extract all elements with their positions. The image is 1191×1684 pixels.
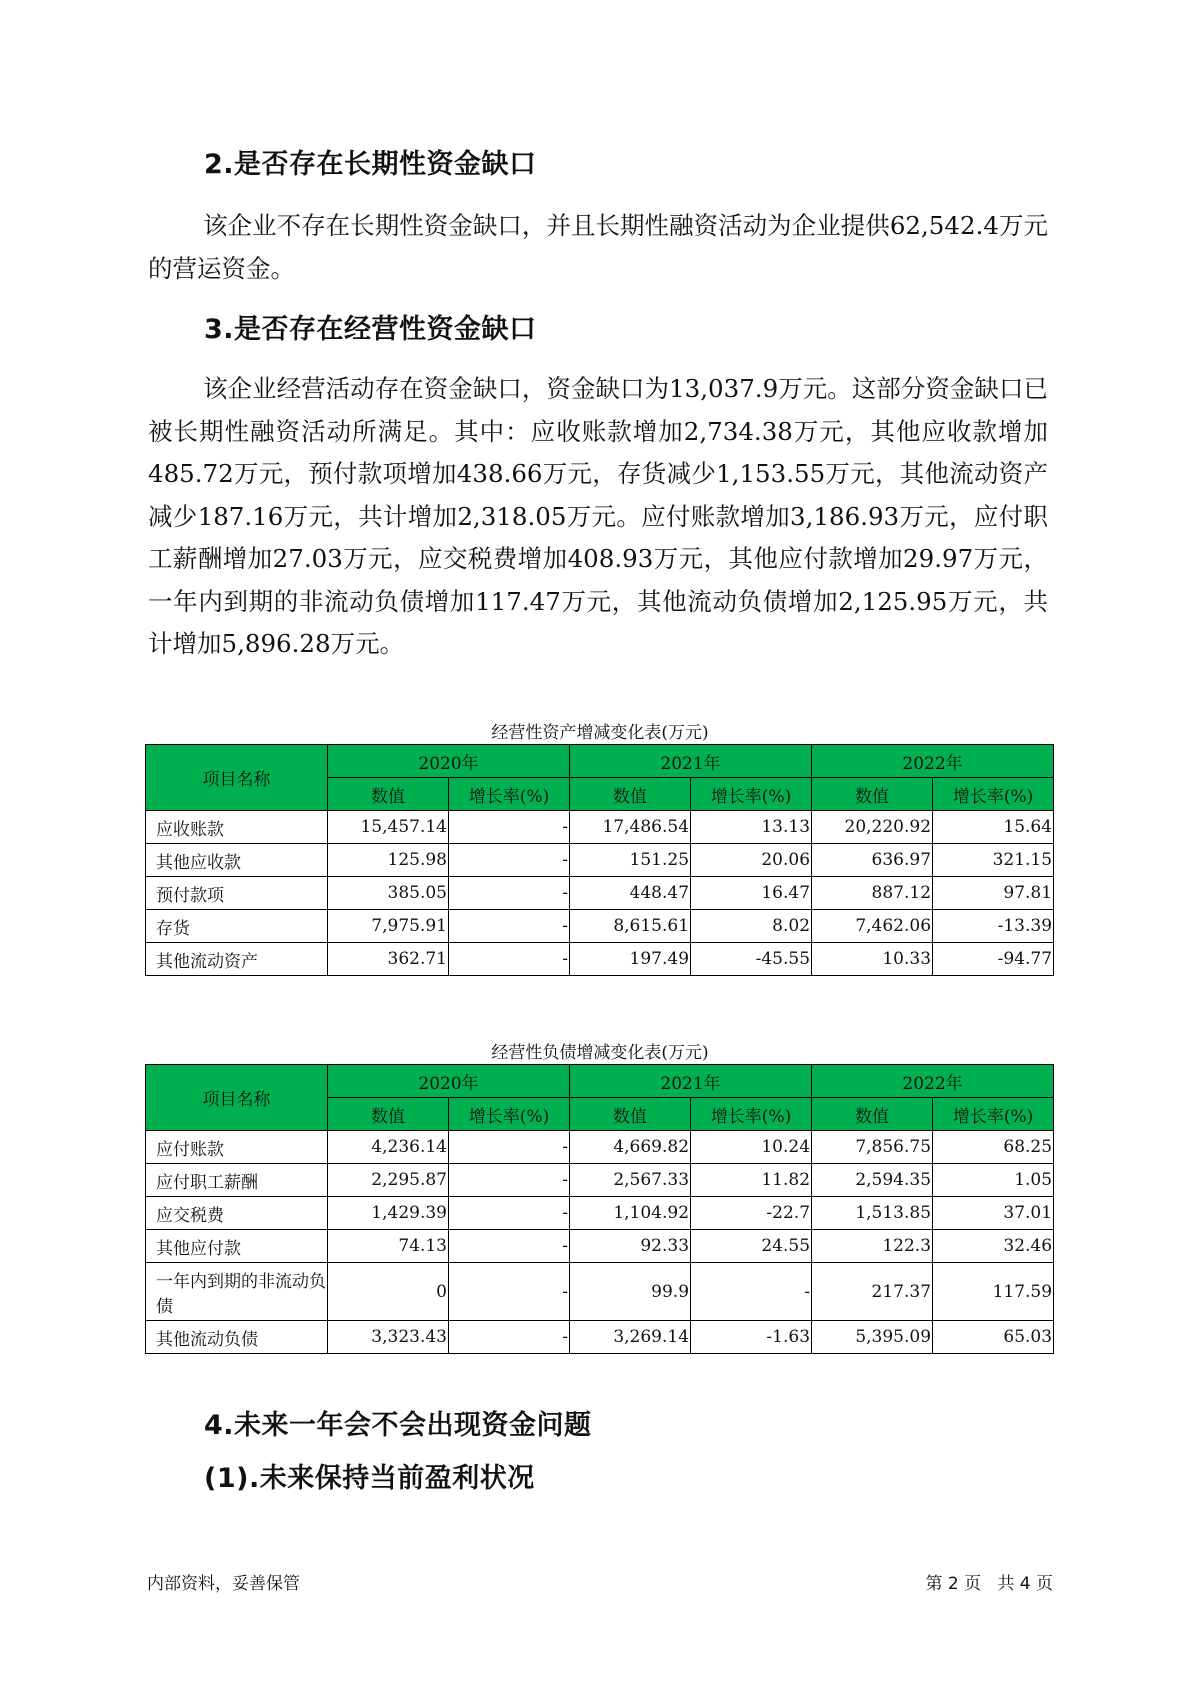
section-2-paragraph: 该企业不存在长期性资金缺口，并且长期性融资活动为企业提供62,542.4万元的营运资金。 <box>148 211 1048 283</box>
value-cell: 217.37 <box>812 1263 933 1321</box>
value-cell: 0 <box>328 1263 449 1321</box>
footer-confidential: 内部资料，妥善保管 <box>147 1574 300 1594</box>
header-value: 数值 <box>570 778 691 811</box>
growth-rate-cell: 15.64 <box>933 811 1054 844</box>
growth-rate-cell: 1.05 <box>933 1164 1054 1197</box>
row-item-name: 存货 <box>146 910 328 943</box>
table-row <box>146 1164 1054 1197</box>
section-4-subtitle: (1).未来保持当前盈利状况 <box>204 1463 535 1494</box>
section-3-paragraph: 该企业经营活动存在资金缺口，资金缺口为13,037.9万元。这部分资金缺口已被长期性融资活动所满足。其中：应收账款增加2,734.38万元，其他应收款增加485.72万元，预付款项增加438.66万元，存货减少1,153.55万元，其他流动资产减少187.16万元，共计增加2,318.05万元。应付账款增加3,186.93万元，应付职工薪酬增加27.03万元，应交税费增加408.93万元，其他应付款增加29.97万元，一年内到期的非流动负债增加117.47万元，其他流动负债增加2,125.95万元，共计增加5,896.28万元。 <box>148 374 1048 658</box>
value-cell: 99.9 <box>570 1263 691 1321</box>
header-growth: 增长率(%) <box>449 778 570 811</box>
value-cell: 125.98 <box>328 844 449 877</box>
value-cell: 7,462.06 <box>812 910 933 943</box>
liability-table-caption: 经营性负债增减变化表(万元) <box>491 1043 709 1063</box>
asset-table-caption: 经营性资产增减变化表(万元) <box>491 723 709 743</box>
growth-rate-cell: 68.25 <box>933 1131 1054 1164</box>
growth-rate-cell: 97.81 <box>933 877 1054 910</box>
value-cell: 2,295.87 <box>328 1164 449 1197</box>
value-cell: 5,395.09 <box>812 1321 933 1354</box>
value-cell: 7,975.91 <box>328 910 449 943</box>
value-cell: 2,567.33 <box>570 1164 691 1197</box>
value-cell: 92.33 <box>570 1230 691 1263</box>
section-4-title: 4.未来一年会不会出现资金问题 <box>204 1410 592 1441</box>
growth-rate-cell: - <box>449 844 570 877</box>
table-row <box>146 1263 1054 1321</box>
value-cell: 448.47 <box>570 877 691 910</box>
row-item-name: 其他应收款 <box>146 844 328 877</box>
header-growth: 增长率(%) <box>933 1098 1054 1131</box>
header-item-name: 项目名称 <box>146 1065 328 1131</box>
value-cell: 17,486.54 <box>570 811 691 844</box>
growth-rate-cell: - <box>449 1263 570 1321</box>
header-year: 2022年 <box>812 745 1054 778</box>
table-row <box>146 943 1054 976</box>
table-row <box>146 1197 1054 1230</box>
growth-rate-cell: - <box>449 811 570 844</box>
value-cell: 4,236.14 <box>328 1131 449 1164</box>
value-cell: 3,323.43 <box>328 1321 449 1354</box>
row-item-name: 预付款项 <box>146 877 328 910</box>
liability-change-table <box>145 1064 1054 1354</box>
footer-page-number: 第 2 页 共 4 页 <box>925 1574 1053 1594</box>
header-year: 2021年 <box>570 745 812 778</box>
table-row <box>146 811 1054 844</box>
growth-rate-cell: 117.59 <box>933 1263 1054 1321</box>
row-item-name: 应付账款 <box>146 1131 328 1164</box>
row-item-name: 一年内到期的非流动负债 <box>146 1263 328 1321</box>
header-value: 数值 <box>812 778 933 811</box>
growth-rate-cell: -22.7 <box>691 1197 812 1230</box>
growth-rate-cell: 321.15 <box>933 844 1054 877</box>
table-row <box>146 1131 1054 1164</box>
section-3-title: 3.是否存在经营性资金缺口 <box>204 314 537 345</box>
value-cell: 7,856.75 <box>812 1131 933 1164</box>
growth-rate-cell: - <box>449 1164 570 1197</box>
row-item-name: 其他应付款 <box>146 1230 328 1263</box>
table-row <box>146 1230 1054 1263</box>
header-value: 数值 <box>570 1098 691 1131</box>
header-growth: 增长率(%) <box>449 1098 570 1131</box>
value-cell: 636.97 <box>812 844 933 877</box>
table-row <box>146 910 1054 943</box>
header-growth: 增长率(%) <box>691 1098 812 1131</box>
header-year: 2020年 <box>328 1065 570 1098</box>
row-item-name: 其他流动资产 <box>146 943 328 976</box>
growth-rate-cell: 8.02 <box>691 910 812 943</box>
value-cell: 20,220.92 <box>812 811 933 844</box>
growth-rate-cell: 20.06 <box>691 844 812 877</box>
growth-rate-cell: - <box>449 1131 570 1164</box>
value-cell: 15,457.14 <box>328 811 449 844</box>
value-cell: 362.71 <box>328 943 449 976</box>
growth-rate-cell: - <box>449 943 570 976</box>
growth-rate-cell: -1.63 <box>691 1321 812 1354</box>
growth-rate-cell: -13.39 <box>933 910 1054 943</box>
growth-rate-cell: - <box>449 1321 570 1354</box>
table-row <box>146 877 1054 910</box>
value-cell: 10.33 <box>812 943 933 976</box>
value-cell: 151.25 <box>570 844 691 877</box>
value-cell: 8,615.61 <box>570 910 691 943</box>
growth-rate-cell: -94.77 <box>933 943 1054 976</box>
value-cell: 74.13 <box>328 1230 449 1263</box>
asset-change-table <box>145 744 1054 976</box>
value-cell: 1,513.85 <box>812 1197 933 1230</box>
value-cell: 1,429.39 <box>328 1197 449 1230</box>
value-cell: 4,669.82 <box>570 1131 691 1164</box>
growth-rate-cell: 24.55 <box>691 1230 812 1263</box>
header-value: 数值 <box>328 1098 449 1131</box>
value-cell: 887.12 <box>812 877 933 910</box>
value-cell: 385.05 <box>328 877 449 910</box>
growth-rate-cell: - <box>691 1263 812 1321</box>
growth-rate-cell: - <box>449 1230 570 1263</box>
row-item-name: 应交税费 <box>146 1197 328 1230</box>
row-item-name: 其他流动负债 <box>146 1321 328 1354</box>
table-row <box>146 844 1054 877</box>
header-year: 2022年 <box>812 1065 1054 1098</box>
growth-rate-cell: - <box>449 910 570 943</box>
growth-rate-cell: - <box>449 877 570 910</box>
growth-rate-cell: 37.01 <box>933 1197 1054 1230</box>
growth-rate-cell: 65.03 <box>933 1321 1054 1354</box>
growth-rate-cell: 11.82 <box>691 1164 812 1197</box>
growth-rate-cell: -45.55 <box>691 943 812 976</box>
header-year: 2020年 <box>328 745 570 778</box>
header-year: 2021年 <box>570 1065 812 1098</box>
value-cell: 3,269.14 <box>570 1321 691 1354</box>
row-item-name: 应付职工薪酬 <box>146 1164 328 1197</box>
growth-rate-cell: 16.47 <box>691 877 812 910</box>
growth-rate-cell: 13.13 <box>691 811 812 844</box>
growth-rate-cell: 32.46 <box>933 1230 1054 1263</box>
header-value: 数值 <box>328 778 449 811</box>
row-item-name: 应收账款 <box>146 811 328 844</box>
value-cell: 1,104.92 <box>570 1197 691 1230</box>
section-2-title: 2.是否存在长期性资金缺口 <box>204 149 537 180</box>
header-item-name: 项目名称 <box>146 745 328 811</box>
growth-rate-cell: 10.24 <box>691 1131 812 1164</box>
value-cell: 122.3 <box>812 1230 933 1263</box>
header-value: 数值 <box>812 1098 933 1131</box>
value-cell: 2,594.35 <box>812 1164 933 1197</box>
header-growth: 增长率(%) <box>691 778 812 811</box>
table-row <box>146 1321 1054 1354</box>
growth-rate-cell: - <box>449 1197 570 1230</box>
header-growth: 增长率(%) <box>933 778 1054 811</box>
value-cell: 197.49 <box>570 943 691 976</box>
